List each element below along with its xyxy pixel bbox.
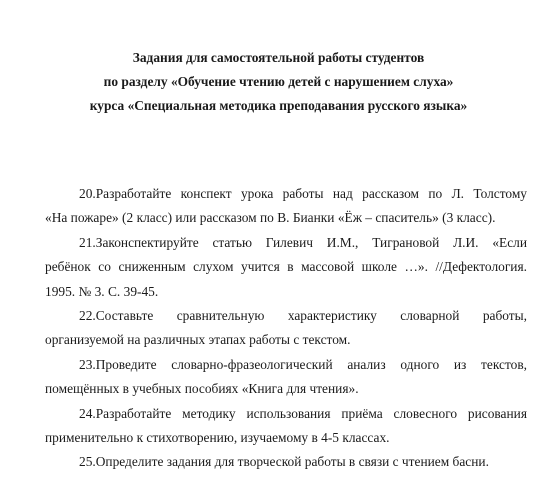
document-title [0,46,557,118]
title-line-3: курса «Специальная методика преподавания русского языка» [89,98,468,113]
task-line: 23.Проведите словарно-фразеологический анализ одного из текстов, [79,356,527,372]
task-line: 24.Разработайте методику использования приёма словесного рисования [79,405,527,421]
task-line: организуемой на различных этапах работы с текстом. [45,332,351,348]
title-line-1: Задания для самостоятельной работы студентов [132,50,425,65]
task-line: 20.Разработайте конспект урока работы над рассказом по Л. Толстому [79,186,527,201]
task-line: «На пожаре» (2 класс) или рассказом по В. Бианки «Ёж – спаситель» (3 класс). [45,210,496,226]
task-24 [45,402,527,451]
task-line: 21.Законспектируйте статью Гилевич И.М., Тиграновой Л.И. «Если [79,234,527,250]
task-line: ребёнок со сниженным слухом учится в массовой школе …». //Дефектология. [45,259,527,275]
task-line: помещённых в учебных пособиях «Книга для чтения». [45,381,359,397]
task-25 [45,450,527,474]
task-list [45,182,527,475]
task-23 [45,353,527,402]
title-line-2: по разделу «Обучение чтению детей с нарушением слуха» [103,74,454,89]
task-line: 1995. № 3. С. 39-45. [45,283,159,299]
task-line: 25.Определите задания для творческой работы в связи с чтением басни. [79,454,489,470]
task-21 [45,231,527,304]
task-line: применительно к стихотворению, изучаемому в 4-5 классах. [45,430,390,446]
task-20 [45,182,527,231]
task-line: 22.Составьте сравнительную характеристику словарной работы, [79,308,527,324]
task-22 [45,304,527,353]
